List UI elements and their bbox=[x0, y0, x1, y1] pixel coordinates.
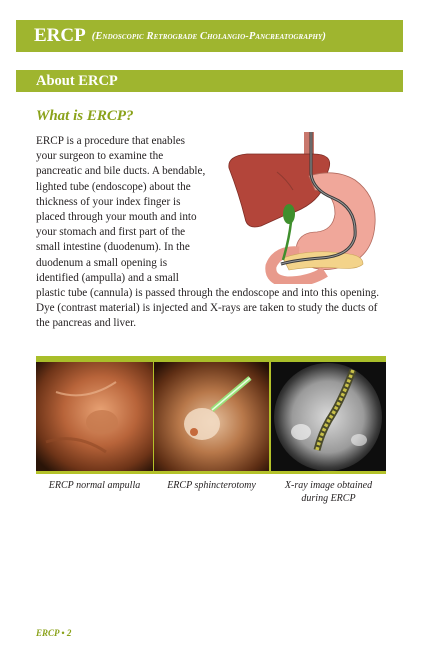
question-heading: What is ERCP? bbox=[36, 108, 134, 124]
digestive-anatomy-illustration bbox=[217, 132, 389, 284]
normal-ampulla-photo bbox=[36, 362, 153, 471]
page-subtitle: (Endoscopic Retrograde Cholangio-Pancreatography) bbox=[91, 30, 326, 42]
section-heading: About ERCP bbox=[16, 70, 403, 92]
caption-xray: X-ray image obtained during ERCP bbox=[284, 480, 373, 504]
title-banner bbox=[16, 20, 403, 52]
caption-sphincterotomy: ERCP sphincterotomy bbox=[167, 480, 256, 491]
figure-strip bbox=[36, 356, 386, 474]
page-title: ERCP bbox=[34, 25, 86, 46]
page-number: ERCP • 2 bbox=[36, 628, 72, 638]
sphincterotomy-photo bbox=[154, 362, 269, 471]
caption-normal-ampulla: ERCP normal ampulla bbox=[48, 480, 141, 491]
body-paragraph: ERCP is a procedure that enables your surgeon to examine the pancreatic and bile ducts. A bendable, lighted tube (endoscope) about the thickness of your index finger is placed through your mouth and into your stomach and first part of the small intestine (duodenum). In the duodenum a small opening is identified (ampulla) and a small plastic tube (cannula) is passed through the endoscope and into this opening. Dye (contrast material) is injected and X-rays are taken to study the ducts of the pancreas and liver. bbox=[36, 135, 380, 330]
xray-image bbox=[271, 362, 386, 471]
